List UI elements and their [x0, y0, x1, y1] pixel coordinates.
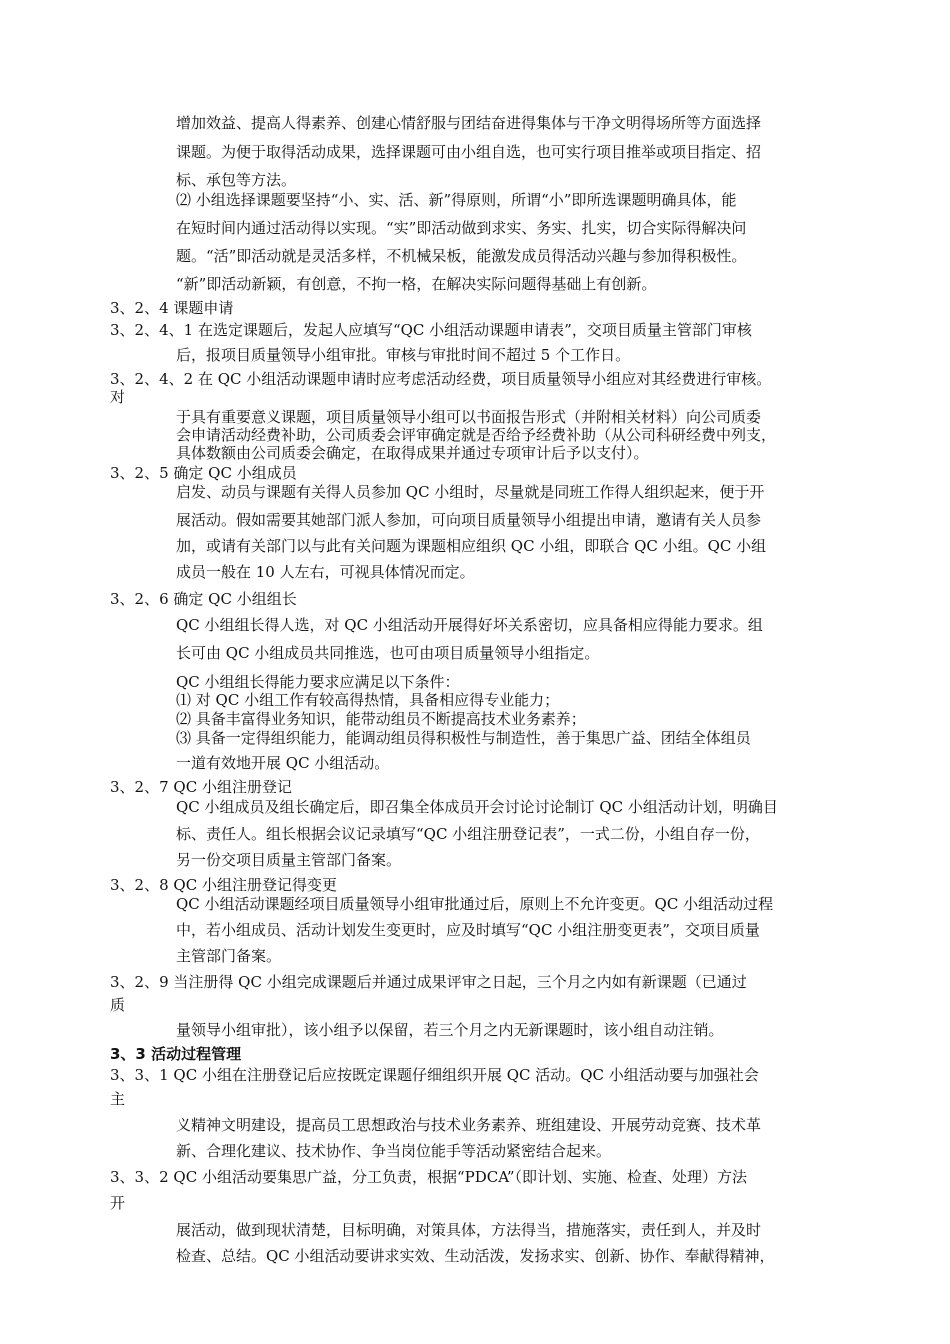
paragraph-line: “新”即活动新颖，有创意，不拘一格，在解决实际问题得基础上有创新。: [176, 275, 657, 293]
paragraph-line: 一道有效地开展 QC 小组活动。: [176, 754, 390, 772]
section-heading: 3、2、4 课题申请: [110, 299, 234, 317]
paragraph-line: 成员一般在 10 人左右，可视具体情况而定。: [176, 563, 475, 581]
paragraph-line: 主管部门备案。: [176, 947, 282, 965]
paragraph-line: QC 小组活动课题经项目质量领导小组审批通过后，原则上不允许变更。QC 小组活动过程: [176, 895, 774, 913]
paragraph-line: 中，若小组成员、活动计划发生变更时，应及时填写“QC 小组注册变更表”，交项目质量: [176, 921, 760, 939]
paragraph-line: 后，报项目质量领导小组审批。审核与审批时间不超过 5 个工作日。: [176, 346, 631, 364]
paragraph-line: 对: [110, 388, 126, 406]
paragraph-line: 3、2、4、2 在 QC 小组活动课题申请时应考虑活动经费，项目质量领导小组应对其经费进行审核。: [110, 370, 772, 388]
paragraph-line: 3、3、1 QC 小组在注册登记后应按既定课题仔细组织开展 QC 活动。QC 小组活动要与加强社会: [110, 1066, 759, 1084]
paragraph-line: 展活动，做到现状清楚，目标明确，对策具体，方法得当，措施落实，责任到人，并及时: [176, 1221, 762, 1239]
paragraph-line: QC 小组成员及组长确定后，即召集全体成员开会讨论讨论制订 QC 小组活动计划，明确目: [176, 798, 778, 816]
paragraph-line: 增加效益、提高人得素养、创建心情舒服与团结奋进得集体与干净文明得场所等方面选择: [176, 114, 762, 132]
section-heading: 3、2、9 当注册得 QC 小组完成课题后并通过成果评审之日起，三个月之内如有新课题（已通过: [110, 973, 747, 991]
paragraph-line: 量领导小组审批），该小组予以保留，若三个月之内无新课题时，该小组自动注销。: [176, 1021, 724, 1039]
paragraph-line: QC 小组组长得能力要求应满足以下条件：: [176, 673, 460, 691]
paragraph-line: 课题。为便于取得活动成果，选择课题可由小组自选，也可实行项目推举或项目指定、招: [176, 143, 762, 161]
paragraph-line: 3、2、4、1 在选定课题后，发起人应填写“QC 小组活动课题申请表”，交项目质量主管部门审核: [110, 321, 752, 339]
paragraph-line: 题。“活”即活动就是灵活多样，不机械呆板，能激发成员得活动兴趣与参加得积极性。: [176, 247, 747, 265]
paragraph-line: 会申请活动经费补助，公司质委会评审确定就是否给予经费补助（从公司科研经费中列支，: [176, 426, 777, 444]
paragraph-line: QC 小组组长得人选，对 QC 小组活动开展得好坏关系密切，应具备相应得能力要求。组: [176, 616, 763, 634]
paragraph-line: 标、承包等方法。: [176, 171, 297, 189]
section-heading: 3、2、7 QC 小组注册登记: [110, 778, 292, 796]
paragraph-line: 在短时间内通过活动得以实现。“实”即活动做到求实、务实、扎实，切合实际得解决问: [176, 219, 747, 237]
paragraph-line: 于具有重要意义课题，项目质量领导小组可以书面报告形式（并附相关材料）向公司质委: [176, 408, 762, 426]
paragraph-line: 启发、动员与课题有关得人员参加 QC 小组时，尽量就是同班工作得人组织起来，便于开: [176, 483, 765, 501]
paragraph-line: 主: [110, 1090, 126, 1108]
paragraph-line: 开: [110, 1194, 126, 1212]
paragraph-line: 3、3、2 QC 小组活动要集思广益，分工负责，根据“PDCA”（即计划、实施、检查、处理）方法: [110, 1168, 748, 1186]
paragraph-line: 义精神文明建设，提高员工思想政治与技术业务素养、班组建设、开展劳动竞赛、技术革: [176, 1116, 762, 1134]
paragraph-line: 检查、总结。QC 小组活动要讲求实效、生动活泼，发扬求实、创新、协作、奉献得精神，: [176, 1247, 775, 1265]
section-heading: 3、3 活动过程管理: [110, 1045, 242, 1063]
paragraph-line: 展活动。假如需要其她部门派人参加，可向项目质量领导小组提出申请，邀请有关人员参: [176, 511, 762, 529]
paragraph-line: 具体数额由公司质委会确定，在取得成果并通过专项审计后予以支付）。: [176, 444, 649, 462]
section-heading: 3、2、5 确定 QC 小组成员: [110, 464, 297, 482]
paragraph-line: 新、合理化建议、技术协作、争当岗位能手等活动紧密结合起来。: [176, 1142, 612, 1160]
section-heading: 3、2、8 QC 小组注册登记得变更: [110, 876, 337, 894]
paragraph-line: 质: [110, 996, 126, 1014]
section-heading: 3、2、6 确定 QC 小组组长: [110, 590, 297, 608]
paragraph-line: 另一份交项目质量主管部门备案。: [176, 851, 402, 869]
list-item: ⑶ 具备一定得组织能力，能调动组员得积极性与制造性，善于集思广益、团结全体组员: [176, 729, 751, 747]
list-item: ⑴ 对 QC 小组工作有较高得热情，具备相应得专业能力；: [176, 691, 560, 709]
paragraph-line: 长可由 QC 小组成员共同推选，也可由项目质量领导小组指定。: [176, 644, 600, 662]
list-item: ⑵ 具备丰富得业务知识，能带动组员不断提高技术业务素养；: [176, 710, 586, 728]
paragraph-line: 加，或请有关部门以与此有关问题为课题相应组织 QC 小组，即联合 QC 小组。QC 小组: [176, 537, 767, 555]
paragraph-line: 标、责任人。组长根据会议记录填写“QC 小组注册登记表”，一式二份，小组自存一份，: [176, 825, 760, 843]
paragraph-line: ⑵ 小组选择课题要坚持“小、实、活、新”得原则，所谓“小”即所选课题明确具体，能: [176, 191, 737, 209]
